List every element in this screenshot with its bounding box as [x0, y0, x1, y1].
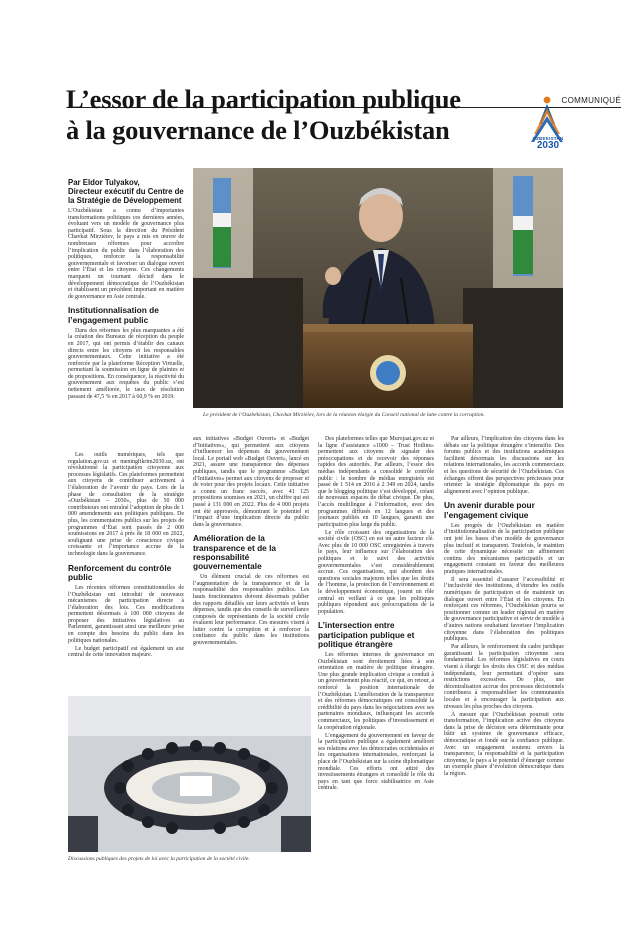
paragraph: Les outils numériques, tels que regulation.gov.uz et meningfikrim2030.uz, ont révolutionné la participation citoyenne aux processus législatifs. Ces plateformes permettent aux citoyens de contribuer activement à l’élaboration de l’avenir du pays. Lors de la phase de consultation de la stratégie «Ouzbékistan – 2030», plus de 50 000 contributeurs ont entraîné l’adoption de plus de 1 000 amendements aux politiques publiques. De plus, les commentaires publics sur les projets de programmes d’État sont passés de 2 000 soumissions en 2017 à près de 18 000 en 2022, soulignant une prise de conscience civique croissante et l’importance accrue de la technologie dans la gouvernance.: [68, 452, 184, 557]
top-photo-caption: Le président de l’Ouzbékistan, Chavkat Mirziéiev, lors de la réunion élargie du Conseil national de lutte contre la corruption.: [203, 412, 485, 418]
paragraph: À mesure que l’Ouzbékistan poursuit cette transformation, l’implication active des citoyens dans la prise de décision sera déterminante pour bâtir un système de gouvernance efficace, démocratique et fondé sur la confiance publique. Avec un engagement soutenu envers la transparence, la responsabilité et la participation citoyenne, le pays a le potentiel d’émerger comme un exemple phare d’évolution démocratique dans la région.: [444, 711, 564, 777]
column-2: [193, 436, 309, 648]
paragraph: Des plateformes telles que Murojaat.gov.uz et la ligne d’assistance «1000 – Trust Hotline» permettent aux citoyens de signaler des préoccupations et de recevoir des réponses rapides des autorités. Par ailleurs, l’essor des médias indépendants a consolidé le contrôle public : le nombre de médias enregistrés est passé de 1 514 en 2016 à 2 349 en 2024, tandis que le blogging politique s’est développé, créant de nouveaux espaces de débat civique. De plus, l’accès multilingue à l’information, avec des programmes diffusés en 12 langues et des journaux publiés en 10 langues, garantit une participation plus large du public.: [318, 436, 434, 528]
column-4: [444, 436, 564, 779]
paragraph: Dans des réformes les plus marquantes a été la création des Bureaux de réception du peuple en 2017, qui ont permis d’établir des canaux directs entre les citoyens et les responsables gouvernementaux. Cette initiative a été renforcée par la plateforme Réception Virtuelle, permettant la soumission en ligne de plaintes et de propositions. En conséquence, la réactivité du gouvernement aux requêtes du public s’est nettement améliorée, le taux de résolution passant de 47,5 % en 2017 à 60,9 % en 2019.: [68, 327, 184, 400]
headline-line-2: à la gouvernance de l’Ouzbékistan: [66, 115, 450, 145]
paragraph: Par ailleurs, le renforcement du cadre juridique garantissant la participation citoyenne sera fondamental. Les réformes législatives en cours visent à élargir les droits des OSC et des médias indépendants, leur permettant d’opérer sans restrictions excessives. De plus, une décentralisation accrue des processus décisionnels contribuera à responsabiliser les communautés locales et à encourager la participation aux niveaux les plus proches des citoyens.: [444, 644, 564, 710]
paragraph: Le budget participatif est également un axe central de cette innovation majeure.: [68, 645, 184, 659]
headline-line-1: L’essor de la participation publique: [66, 84, 461, 114]
logo-year: 2030: [536, 140, 560, 151]
president-podium-photo: [193, 168, 563, 408]
byline-author: Par Eldor Tulyakov,: [68, 178, 140, 187]
bottom-photo-caption: Discussions publiques des projets de loi avec la participation de la société civile.: [68, 856, 250, 862]
logo-caption: [520, 136, 576, 151]
subhead-transparence: Amélioration de la transparence et de la responsabilité gouvernementale: [193, 533, 277, 571]
column-1: [68, 178, 184, 402]
paragraph: Le rôle croissant des organisations de la société civile (OSC) en est un autre facteur clé. Avec plus de 10 000 OSC enregistrées à travers le pays, leur influence sur l’élaboration des politiques et le suivi des activités gouvernementales s’est considérablement accrue. Ces organisations, qui abordent des questions sociales majeures telles que les droits de l’homme, la protection de l’environnement et le développement économique, jouent un rôle central en veillant à ce que les politiques publiques répondent aux préoccupations de la population.: [318, 529, 434, 615]
byline: [68, 178, 184, 205]
column-3: [318, 436, 434, 793]
roundtable-photo: [68, 696, 311, 852]
subhead-politique-etrangere: L’intersection entre participation publique et politique étrangère: [318, 620, 415, 649]
paragraph: Les réformes internes de gouvernance en Ouzbékistan sont étroitement liées à son orientation en matière de politique étrangère. Une plus grande implication civique a conduit à un gouvernement plus réactif, ce qui, en retour, a renforcé la position internationale de l’Ouzbékistan. L’amélioration de la transparence et des réformes démocratiques ont consolidé la crédibilité du pays dans les négociations avec ses partenaires mondiaux, influençant les accords commerciaux, les politiques d’investissement et la coopération régionale.: [318, 652, 434, 731]
logo-country: UZBEKISTAN: [532, 136, 564, 141]
subhead-institutionnalisation: Institutionnalisation de l’engagement public: [68, 305, 159, 325]
paragraph: Les récentes réformes constitutionnelles de l’Ouzbékistan ont introduit de nouveaux mécanismes de participation directe à l’élaboration des lois. Ces modifications permettent désormais à 100 000 citoyens de proposer des initiatives législatives au Parlement, garantissant ainsi une meilleure prise en compte des besoins du public dans les politiques nationales.: [68, 584, 184, 644]
paragraph: Il sera essentiel d’assurer l’accessibilité et l’inclusivité des institutions, d’étendre les outils numériques de participation et de maintenir un dialogue ouvert entre l’État et les citoyens. En renforçant ces réformes, l’Ouzbékistan pourra se positionner comme un leader régional en matière de gouvernance participative et servir de modèle à d’autres nations souhaitant favoriser l’implication citoyenne dans l’élaboration des politiques publiques.: [444, 576, 564, 643]
paragraph: Les progrès de l’Ouzbékistan en matière d’institutionnalisation de la participation publique ont jeté les bases d’un modèle de gouvernance plus inclusif et transparent. Toutefois, le maintien de cette dynamique nécessite un affinement continu des mécanismes participatifs et un engagement constant en faveur des meilleures pratiques internationales.: [444, 522, 564, 575]
section-category: COMMUNIQUÉ: [561, 96, 621, 105]
paragraph: Un élément crucial de ces réformes est l’augmentation de la transparence et de la responsabilité des responsables publics. Les hauts fonctionnaires doivent désormais publier des rapports détaillés sur leurs activités et leurs dépenses, tandis que des conseils de surveillance composés de représentants de la société civile évaluent leur performance. Ces mesures visent à lutter contre la corruption et à renforcer la confiance du public dans les institutions gouvernementales.: [193, 574, 309, 647]
subhead-controle-public: Renforcement du contrôle public: [68, 562, 172, 582]
paragraph: L’engagement du gouvernement en faveur de la participation publique a également amélioré ses relations avec les démocraties occidentales et les organisations internationales, renforçant la place de l’Ouzbékistan sur la scène diplomatique mondiale. Ces efforts ont attiré des investissements étrangers et consolidé le rôle du pays en tant que force stabilisatrice en Asie centrale.: [318, 732, 434, 792]
article-headline: [66, 84, 526, 146]
paragraph: aux initiatives «Budget Ouvert» et «Budget d’Initiatives», qui permettent aux citoyens d’influencer les dépenses du gouvernement local. Le portail web «Budget Ouvert», lancé en 2021, assure une transparence des dépenses publiques, tandis que le programme «Budget d’Initiatives» permet aux citoyens de proposer et de voter pour des projets locaux. Cette initiative a connu un franc succès, avec 41 125 propositions soumises en 2021, un chiffre qui est passé à 131 000 en 2022. Plus de 4 000 projets ont été approuvés, démontrant le potentiel et l’impact d’une implication directe du public dans la gouvernance.: [193, 436, 309, 528]
subhead-avenir-durable: Un avenir durable pour l’engagement civique: [444, 500, 535, 520]
paragraph: Par ailleurs, l’implication des citoyens dans les débats sur la politique étrangère s’intensifie. Des forums publics et des institutions académiques facilitent désormais les discussions sur les relations internationales, les accords commerciaux et les questions de sécurité de l’Ouzbékistan. Ces échanges offrent des perspectives précieuses pour orienter la stratégie diplomatique du pays en alignement avec l’opinion publique.: [444, 436, 564, 495]
intro-paragraph: L’Ouzbékistan a connu d’importantes transformations politiques ces dernières années, évoluant vers un modèle de gouvernance plus participatif. Sous la direction du Président Chavkat Mirziéiev, le pays a mis en œuvre de nombreuses réformes pour accroître l’implication du public dans l’élaboration des politiques, renforcer la responsabilité gouvernementale et favoriser un dialogue ouvert entre l’État et les citoyens. Ces changements marquent un tournant décisif dans le développement démocratique de l’Ouzbékistan et établissent un précédent important en matière de gouvernance en Asie centrale.: [68, 208, 184, 300]
byline-title: Directeur exécutif du Centre de la Stratégie de Développement: [68, 187, 184, 205]
column-1-lower: [68, 452, 184, 660]
